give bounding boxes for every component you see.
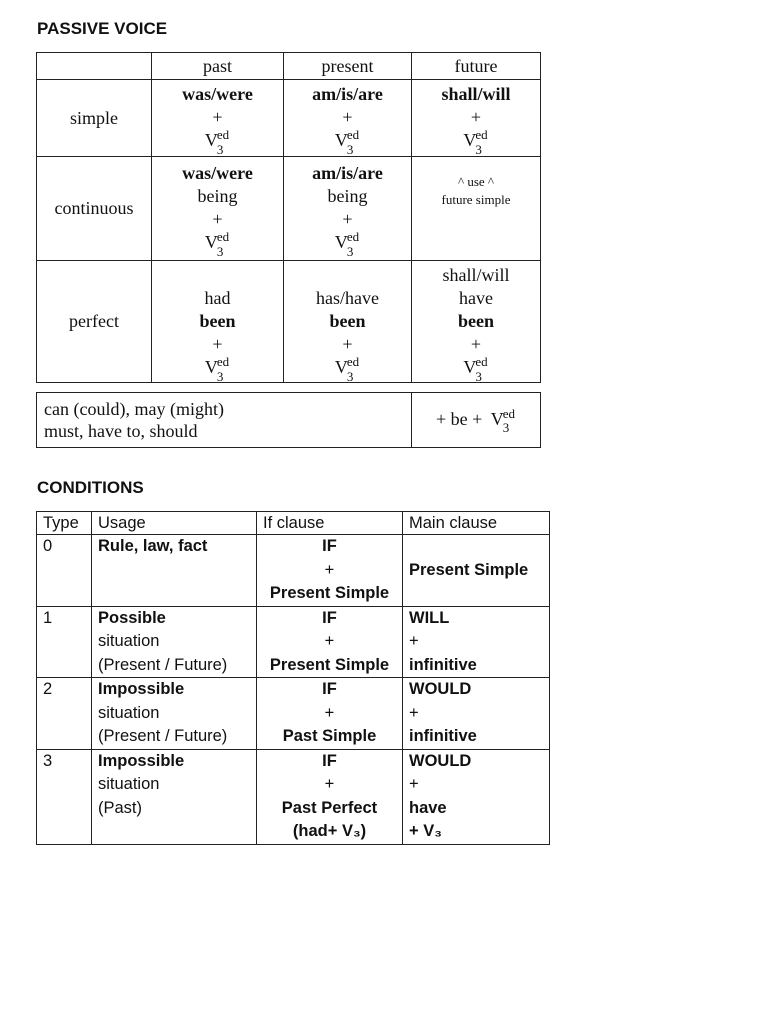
- v3-ed-symbol: $V^{ed}$ 3: [334, 229, 360, 259]
- if-line: Past Simple: [282, 727, 377, 745]
- modal-verbs-table: [36, 392, 541, 448]
- usage-cell: [92, 535, 257, 607]
- perfect-future-cell: [412, 261, 541, 383]
- plus-sign: +: [342, 209, 353, 229]
- continuous-past-cell: [152, 157, 284, 261]
- main-line: WOULD: [409, 751, 472, 770]
- continuous-present-cell: [284, 157, 412, 261]
- type-cell: 1: [37, 606, 92, 678]
- plus-sign: +: [212, 209, 223, 229]
- main-line: infinitive: [409, 655, 477, 674]
- usage-line: situation: [98, 775, 160, 793]
- main-line: have: [409, 798, 447, 817]
- simple-future-cell: [412, 80, 541, 157]
- modal-verbs-cell: [37, 393, 412, 448]
- plus-sign: +: [324, 703, 335, 722]
- formula-line: was/were: [182, 84, 253, 104]
- formula-line: am/is/are: [312, 84, 383, 104]
- type-cell: 0: [37, 535, 92, 607]
- plus-sign: +: [409, 775, 419, 793]
- row-label-simple: simple: [37, 80, 152, 157]
- perfect-past-cell: [152, 261, 284, 383]
- formula-line: being: [197, 186, 238, 206]
- if-clause-cell: [257, 749, 403, 844]
- col-past-header: past: [152, 53, 284, 80]
- plus-sign: +: [409, 632, 419, 650]
- condition-row-1: [37, 606, 550, 678]
- col-future-header: future: [412, 53, 541, 80]
- plus-sign: +: [342, 334, 353, 354]
- if-clause-cell: [257, 678, 403, 750]
- passive-voice-table: [36, 52, 541, 383]
- header-if-clause: If clause: [257, 512, 403, 535]
- plus-sign: +: [342, 107, 353, 127]
- if-line: Present Simple: [269, 655, 390, 674]
- usage-line: Impossible: [98, 751, 185, 770]
- usage-line: (Present / Future): [98, 727, 228, 745]
- formula-line: shall/will: [441, 84, 511, 104]
- v3-ed-symbol: $V^{ed}$ 3: [334, 354, 360, 384]
- row-label-continuous: continuous: [37, 157, 152, 261]
- usage-line: (Present / Future): [98, 655, 228, 674]
- empty-corner-cell: [37, 53, 152, 80]
- if-line: IF: [322, 680, 337, 698]
- formula-line: shall/will: [442, 265, 510, 285]
- formula-line: am/is/are: [312, 163, 383, 183]
- v3-ed-symbol: $V^{ed}$ 3: [490, 406, 516, 435]
- row-simple: [37, 80, 541, 157]
- formula-line: been: [199, 311, 236, 331]
- if-clause-cell: [257, 535, 403, 607]
- if-clause-cell: [257, 606, 403, 678]
- note-line: ^ use ^: [457, 174, 495, 189]
- main-clause-cell: [403, 749, 550, 844]
- main-line: WOULD: [409, 680, 472, 698]
- continuous-future-note-cell: [412, 157, 541, 261]
- plus-sign: +: [212, 107, 223, 127]
- main-clause-cell: [403, 606, 550, 678]
- simple-past-cell: [152, 80, 284, 157]
- v3-ed-symbol: $V^{ed}$ 3: [204, 127, 230, 157]
- row-continuous: [37, 157, 541, 261]
- modal-formula: + be +: [435, 409, 483, 429]
- simple-present-cell: [284, 80, 412, 157]
- if-line: Present Simple: [269, 584, 390, 602]
- if-line: IF: [322, 537, 337, 555]
- plus-sign: +: [470, 107, 482, 127]
- main-line: + V₃: [409, 822, 442, 840]
- main-clause-cell: [403, 678, 550, 750]
- formula-line: had: [204, 288, 231, 308]
- header-usage: Usage: [92, 512, 257, 535]
- plus-sign: +: [470, 334, 482, 354]
- formula-line: have: [459, 288, 493, 308]
- usage-line: Impossible: [98, 680, 185, 698]
- v3-ed-symbol: $V^{ed}$ 3: [334, 127, 360, 157]
- v3-ed-symbol: $V^{ed}$ 3: [463, 127, 488, 157]
- main-line: infinitive: [409, 727, 477, 745]
- conditions-header-row: [37, 512, 550, 535]
- formula-line: has/have: [316, 288, 379, 308]
- perfect-present-cell: [284, 261, 412, 383]
- main-line: WILL: [409, 608, 450, 627]
- plus-sign: +: [324, 560, 335, 579]
- plus-sign: +: [409, 703, 419, 722]
- note-line: future simple: [441, 192, 511, 207]
- condition-row-2: [37, 678, 550, 750]
- formula-line: been: [458, 311, 494, 331]
- condition-row-0: [37, 535, 550, 607]
- usage-line: situation: [98, 632, 160, 650]
- v3-ed-symbol: $V^{ed}$ 3: [204, 354, 230, 384]
- main-clause-cell: [403, 535, 550, 607]
- if-line: IF: [322, 608, 337, 627]
- usage-cell: [92, 749, 257, 844]
- header-main-clause: Main clause: [403, 512, 550, 535]
- type-cell: 2: [37, 678, 92, 750]
- row-perfect: [37, 261, 541, 383]
- passive-voice-heading: PASSIVE VOICE: [37, 19, 168, 38]
- col-present-header: present: [284, 53, 412, 80]
- v3-ed-symbol: $V^{ed}$ 3: [463, 354, 488, 384]
- formula-line: been: [329, 311, 366, 331]
- passive-header-row: [37, 53, 541, 80]
- condition-row-3: [37, 749, 550, 844]
- usage-cell: [92, 606, 257, 678]
- usage-line: Rule, law, fact: [98, 537, 208, 555]
- formula-line: was/were: [182, 163, 253, 183]
- row-label-perfect: perfect: [37, 261, 152, 383]
- header-type: Type: [37, 512, 92, 535]
- usage-line: (Past): [98, 798, 143, 817]
- conditions-heading: CONDITIONS: [37, 478, 144, 497]
- usage-cell: [92, 678, 257, 750]
- plus-sign: +: [324, 632, 335, 650]
- type-cell: 3: [37, 749, 92, 844]
- v3-ed-symbol: $V^{ed}$ 3: [204, 229, 230, 259]
- formula-line: being: [327, 186, 368, 206]
- plus-sign: +: [324, 775, 335, 793]
- if-line: (had+ V₃): [292, 822, 367, 840]
- modal-line-1: can (could), may (might): [44, 399, 224, 419]
- modal-formula-cell: [412, 393, 541, 448]
- plus-sign: +: [212, 334, 223, 354]
- usage-line: Possible: [98, 608, 166, 627]
- conditions-table: [36, 511, 550, 845]
- usage-line: situation: [98, 703, 160, 722]
- if-line: Past Perfect: [281, 798, 378, 817]
- main-line: Present Simple: [409, 560, 529, 579]
- modal-line-2: must, have to, should: [44, 421, 198, 441]
- if-line: IF: [322, 751, 337, 770]
